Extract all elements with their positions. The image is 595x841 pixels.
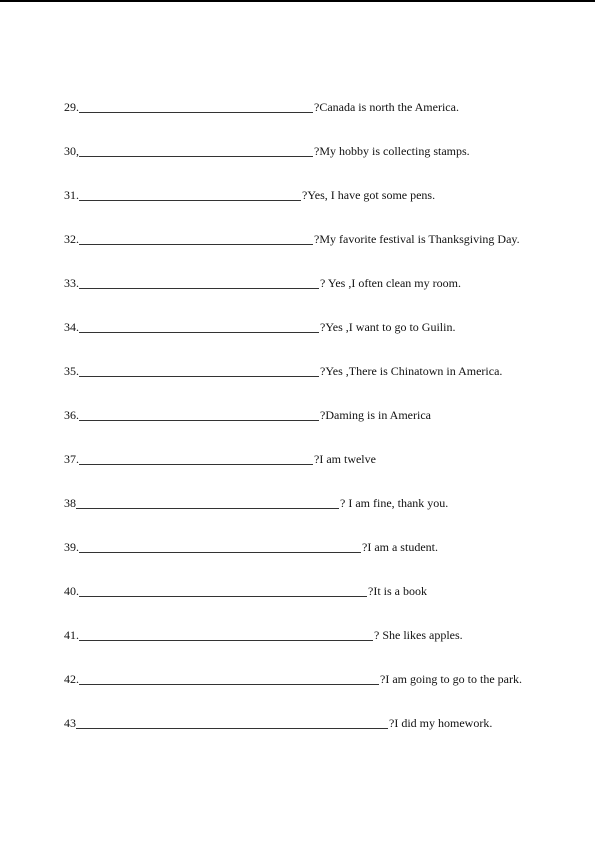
answer-blank[interactable] (79, 275, 319, 289)
answer-text: ? I am fine, thank you. (340, 496, 449, 510)
question-number: 42. (64, 672, 79, 686)
question-line-40 (64, 583, 564, 627)
answer-blank[interactable] (79, 363, 319, 377)
question-number: 36. (64, 408, 79, 422)
answer-text: ?My favorite festival is Thanksgiving Day. (314, 232, 520, 246)
question-list (64, 99, 564, 759)
question-number: 33. (64, 276, 79, 290)
answer-blank[interactable] (79, 583, 367, 597)
answer-text: ?Yes ,I want to go to Guilin. (320, 320, 456, 334)
answer-blank[interactable] (79, 407, 319, 421)
answer-text: ?I am going to go to the park. (380, 672, 522, 686)
answer-text: ?Yes, I have got some pens. (302, 188, 436, 202)
answer-blank[interactable] (79, 539, 361, 553)
question-line-35 (64, 363, 564, 407)
question-number: 43 (64, 716, 76, 730)
answer-text: ?It is a book (368, 584, 427, 598)
question-number: 35. (64, 364, 79, 378)
question-number: 31. (64, 188, 79, 202)
answer-blank[interactable] (79, 671, 379, 685)
question-line-37 (64, 451, 564, 495)
question-number: 38 (64, 496, 76, 510)
answer-blank[interactable] (79, 319, 319, 333)
question-line-42 (64, 671, 564, 715)
question-line-34 (64, 319, 564, 363)
answer-blank[interactable] (79, 451, 313, 465)
answer-text: ? She likes apples. (374, 628, 463, 642)
question-number: 34. (64, 320, 79, 334)
answer-text: ?Yes ,There is Chinatown in America. (320, 364, 503, 378)
question-line-39 (64, 539, 564, 583)
question-line-29 (64, 99, 564, 143)
question-number: 32. (64, 232, 79, 246)
answer-text: ?I did my homework. (389, 716, 493, 730)
top-border-line (0, 0, 595, 2)
answer-blank[interactable] (79, 231, 313, 245)
question-number: 30, (64, 144, 79, 158)
question-line-41 (64, 627, 564, 671)
answer-blank[interactable] (76, 715, 388, 729)
answer-text: ? Yes ,I often clean my room. (320, 276, 461, 290)
question-line-31 (64, 187, 564, 231)
answer-blank[interactable] (79, 627, 373, 641)
question-line-32 (64, 231, 564, 275)
answer-text: ?My hobby is collecting stamps. (314, 144, 470, 158)
question-number: 37. (64, 452, 79, 466)
question-line-33 (64, 275, 564, 319)
answer-blank[interactable] (79, 99, 313, 113)
answer-blank[interactable] (76, 495, 339, 509)
question-line-43 (64, 715, 564, 759)
answer-text: ?I am a student. (362, 540, 438, 554)
answer-text: ?Canada is north the America. (314, 100, 459, 114)
question-number: 40. (64, 584, 79, 598)
answer-text: ?I am twelve (314, 452, 376, 466)
question-line-38 (64, 495, 564, 539)
answer-blank[interactable] (79, 143, 313, 157)
question-number: 39. (64, 540, 79, 554)
answer-text: ?Daming is in America (320, 408, 431, 422)
question-line-36 (64, 407, 564, 451)
question-line-30 (64, 143, 564, 187)
answer-blank[interactable] (79, 187, 301, 201)
question-number: 29. (64, 100, 79, 114)
question-number: 41. (64, 628, 79, 642)
